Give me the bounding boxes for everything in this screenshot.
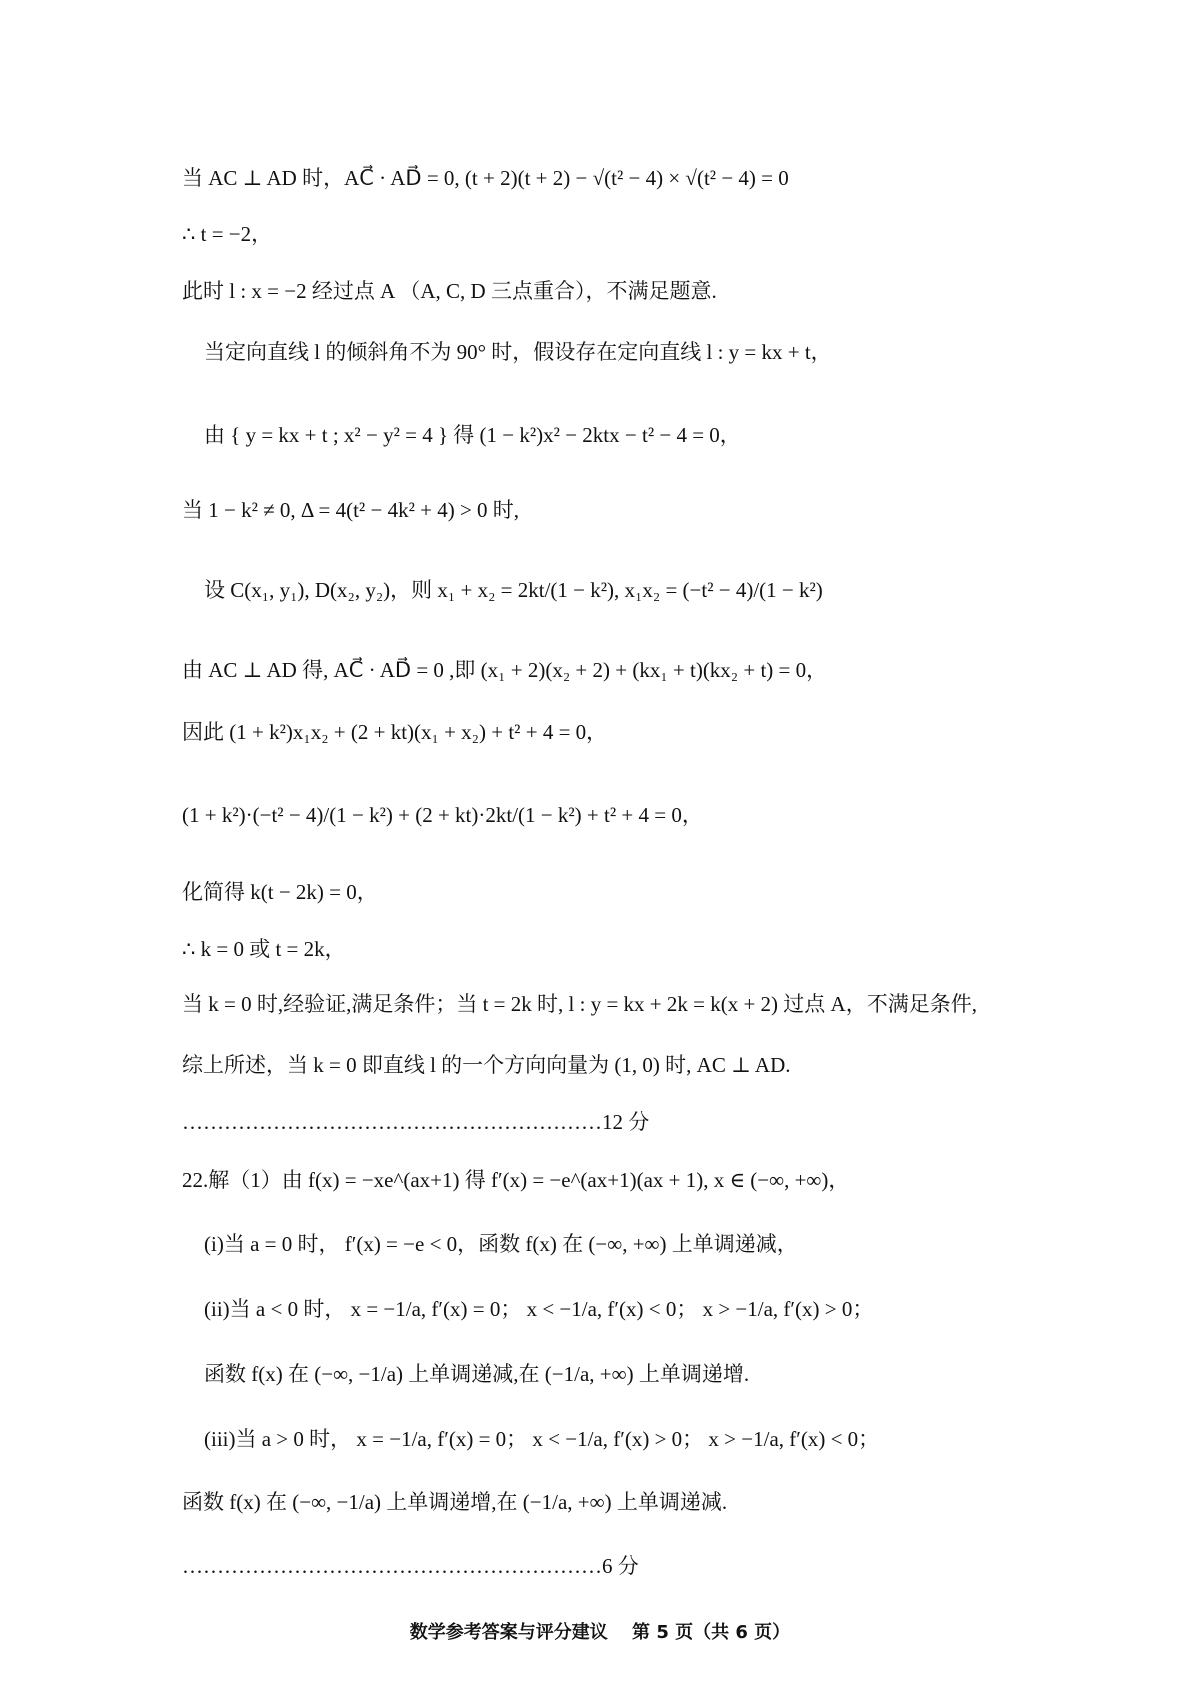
text-line: ∴ k = 0 或 t = 2k， bbox=[182, 937, 346, 961]
score-line: ……………………………………………………12 分 bbox=[182, 1110, 650, 1134]
text-line: 此时 l : x = −2 经过点 A （A, C, D 三点重合），不满足题意. bbox=[182, 279, 717, 303]
text-line: 当 AC ⊥ AD 时，AC⃗ · AD⃗ = 0, (t + 2)(t + 2) − √(t² − 4) × √(t² − 4) = 0 bbox=[182, 166, 789, 190]
text-line: 设 C(x₁, y₁), D(x₂, y₂)，则 x₁ + x₂ = 2kt/(1 − k²), x₁x₂ = (−t² − 4)/(1 − k²) bbox=[204, 578, 823, 602]
text-line: 由 AC ⊥ AD 得, AC⃗ · AD⃗ = 0 ,即 (x₁ + 2)(x₂ + 2) + (kx₁ + t)(kx₂ + t) = 0， bbox=[182, 658, 828, 682]
text-line: (ii)当 a < 0 时， x = −1/a, f′(x) = 0； x < −1/a, f′(x) < 0； x > −1/a, f′(x) > 0； bbox=[204, 1297, 874, 1321]
text-line: (i)当 a = 0 时， f′(x) = −e < 0，函数 f(x) 在 (−∞, +∞) 上单调递减， bbox=[204, 1232, 798, 1256]
text-line: 当定向直线 l 的倾斜角不为 90° 时，假设存在定向直线 l : y = kx + t， bbox=[204, 340, 832, 364]
text-line: 当 k = 0 时,经验证,满足条件；当 t = 2k 时, l : y = kx + 2k = k(x + 2) 过点 A，不满足条件, bbox=[182, 992, 977, 1016]
text-line: 因此 (1 + k²)x₁x₂ + (2 + kt)(x₁ + x₂) + t² + 4 = 0， bbox=[182, 720, 608, 744]
text-line: ∴ t = −2， bbox=[182, 222, 273, 246]
score-line: ……………………………………………………6 分 bbox=[182, 1554, 639, 1578]
text-line: (iii)当 a > 0 时， x = −1/a, f′(x) = 0； x < −1/a, f′(x) > 0； x > −1/a, f′(x) < 0； bbox=[204, 1427, 880, 1451]
text-line: 当 1 − k² ≠ 0, Δ = 4(t² − 4k² + 4) > 0 时, bbox=[182, 498, 520, 522]
text-line: (1 + k²)·(−t² − 4)/(1 − k²) + (2 + kt)·2kt/(1 − k²) + t² + 4 = 0， bbox=[182, 803, 703, 827]
text-line: 由 { y = kx + t ; x² − y² = 4 } 得 (1 − k²)x² − 2ktx − t² − 4 = 0， bbox=[204, 423, 741, 447]
page-footer: 数学参考答案与评分建议 第 5 页（共 6 页） bbox=[409, 1622, 791, 1643]
text-line: 函数 f(x) 在 (−∞, −1/a) 上单调递减,在 (−1/a, +∞) 上单调递增. bbox=[204, 1362, 750, 1386]
text-line: 函数 f(x) 在 (−∞, −1/a) 上单调递增,在 (−1/a, +∞) 上单调递减. bbox=[182, 1490, 728, 1514]
problem-heading: 22.解（1）由 f(x) = −xe^(ax+1) 得 f′(x) = −e^(ax+1)(ax + 1), x ∈ (−∞, +∞)， bbox=[182, 1168, 850, 1192]
text-line: 综上所述，当 k = 0 即直线 l 的一个方向向量为 (1, 0) 时, AC ⊥ AD. bbox=[182, 1053, 791, 1077]
text-line: 化简得 k(t − 2k) = 0， bbox=[182, 880, 378, 904]
